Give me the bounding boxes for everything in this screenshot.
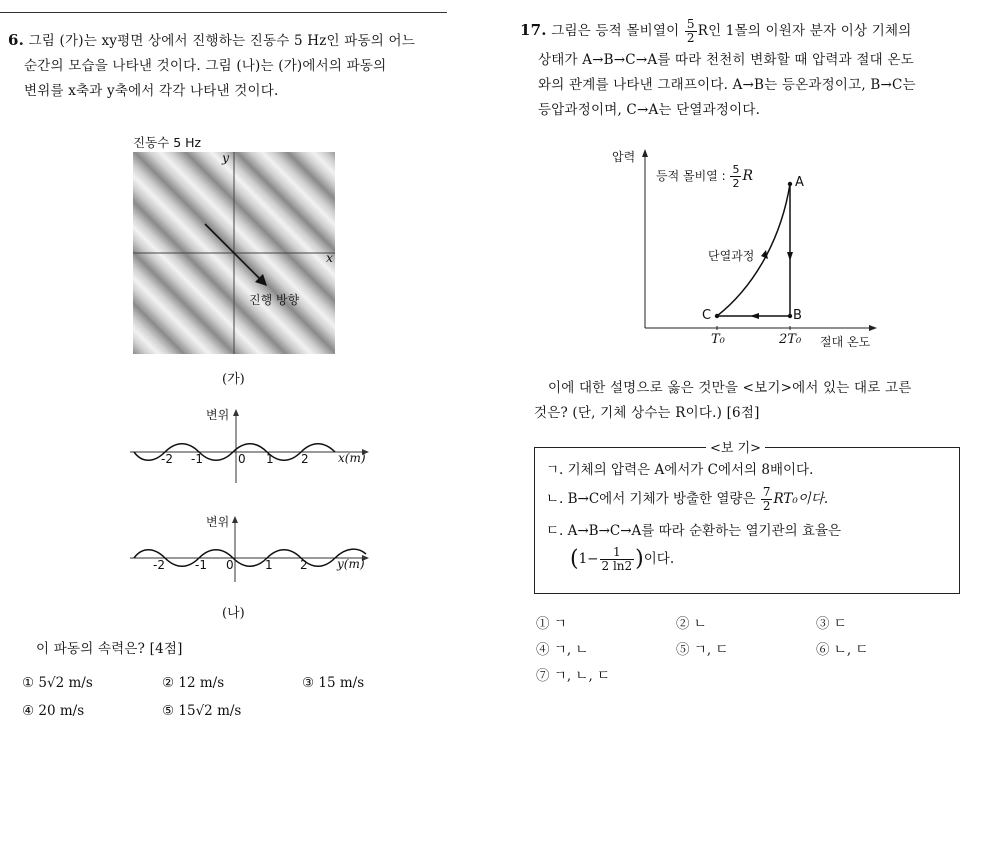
fig-b-caption: (나) [222,606,245,621]
fig-b-g1-tick-2: 2 [301,452,309,466]
q17-question: 이에 대한 설명으로 옳은 것만을 <보기>에서 있는 대로 고른 것은? (단, 기체 상수는 R이다.) [6점] [534,380,912,421]
fig-b-graph2 [128,512,373,592]
fig-a-axis-x: x [326,250,334,265]
q17-choice-4[interactable]: ④ ㄱ, ㄴ [536,642,589,658]
q17-line3: 와의 관계를 나타낸 그래프이다. A→B는 등온과정이고, B→C는 [538,77,916,93]
pt-ylabel: 압력 [612,150,636,164]
q17-choice-5[interactable]: ⑤ ㄱ, ㄷ [676,642,729,658]
fig-a-caption: (가) [222,372,245,387]
pt-curve-label: 단열과정 [708,249,755,263]
fig-b-g1-xlabel: x(m) [338,451,366,465]
pt-tick-2t0: 2T₀ [779,332,802,347]
q6-choice-1[interactable]: ① 5√2 m/s [22,675,93,691]
fig-b-g1-tick-1: 1 [266,452,274,466]
q17-choice-2[interactable]: ② ㄴ [676,616,707,632]
q17-number: 17. [520,21,547,39]
fig-b-g2-tick-m1: -1 [195,558,207,572]
top-rule [0,12,447,13]
q6-stem [8,28,448,104]
q17-line4: 등압과정이며, C→A는 단열과정이다. [538,102,761,118]
fig-b-g2-tick-m2: -2 [153,558,165,572]
q17-choice-3[interactable]: ③ ㄷ [816,616,847,632]
fig-b-g2-tick-1: 1 [265,558,273,572]
bogi-title: <보 기> [706,437,765,456]
q6-choice-4[interactable]: ④ 20 m/s [22,703,85,719]
q6-choice-3[interactable]: ③ 15 m/s [302,675,365,691]
q17-choice-1[interactable]: ① ㄱ [536,616,567,632]
q6-line3: 변위를 x축과 y축에서 각각 나타낸 것이다. [24,83,279,99]
q6-choice-2[interactable]: ② 12 m/s [162,675,225,691]
q6-question: 이 파동의 속력은? [4점] [36,641,183,657]
q17-line1b: R인 1몰의 이원자 분자 이상 기체의 [697,23,912,39]
pt-point-b: B [793,308,802,323]
fig-b-g2-tick-0: 0 [226,558,234,572]
q17-choice-6[interactable]: ⑥ ㄴ, ㄷ [816,642,869,658]
fig-a-axes [133,152,335,354]
q17-line2: 상태가 A→B→C→A를 따라 천천히 변화할 때 압력과 절대 온도 [538,52,914,68]
q17-stem [520,18,965,123]
pt-xlabel: 절대 온도 [820,335,871,349]
bogi-item-2: ㄴ. B→C에서 기체가 방출한 열량은 $\frac{7}{2}$ RT₀이다. [546,485,829,513]
bogi-item-3-expr: (1− $\frac{1}{2 \ln 2}$ )이다. [570,545,675,573]
q6-line1: 그림 (가)는 xy평면 상에서 진행하는 진동수 5 Hz인 파동의 어느 [28,33,415,49]
fig-b-g1-tick-m1: -1 [191,452,203,466]
q17-frac: $\frac{5}{2}$ [686,17,695,45]
q6-line2: 순간의 모습을 나타낸 것이다. 그림 (나)는 (가)에서의 파동의 [24,58,387,74]
fig-a-axis-y: y [222,150,230,165]
fig-b-graph1 [128,405,373,485]
fig-b-g1-tick-0: 0 [238,452,246,466]
pt-legend: 등적 몰비열 : $\frac{5}{2}$ R [656,163,754,190]
bogi-item-1: ㄱ. 기체의 압력은 A에서가 C에서의 8배이다. [546,462,814,478]
fig-b-g2-xlabel: y(m) [337,557,365,571]
fig-a-top-caption: 진동수 5 Hz [133,135,202,150]
q17-line1a: 그림은 등적 몰비열이 [551,23,680,39]
pt-point-c: C [702,308,712,323]
q6-number: 6. [8,31,25,49]
pt-point-a: A [795,175,804,190]
bogi-item-3: ㄷ. A→B→C→A를 따라 순환하는 열기관의 효율은 [546,523,842,539]
fig-b-g2-tick-2: 2 [300,558,308,572]
fig-b-g1-ylabel: 변위 [206,408,230,422]
q17-choice-7[interactable]: ⑦ ㄱ, ㄴ, ㄷ [536,668,611,684]
q6-choice-5[interactable]: ⑤ 15√2 m/s [162,703,242,719]
pt-tick-t0: T₀ [711,332,725,347]
fig-a-arrow-label: 진행 방향 [249,293,300,307]
fig-b-g1-tick-m2: -2 [161,452,173,466]
fig-b-g2-ylabel: 변위 [206,515,230,529]
